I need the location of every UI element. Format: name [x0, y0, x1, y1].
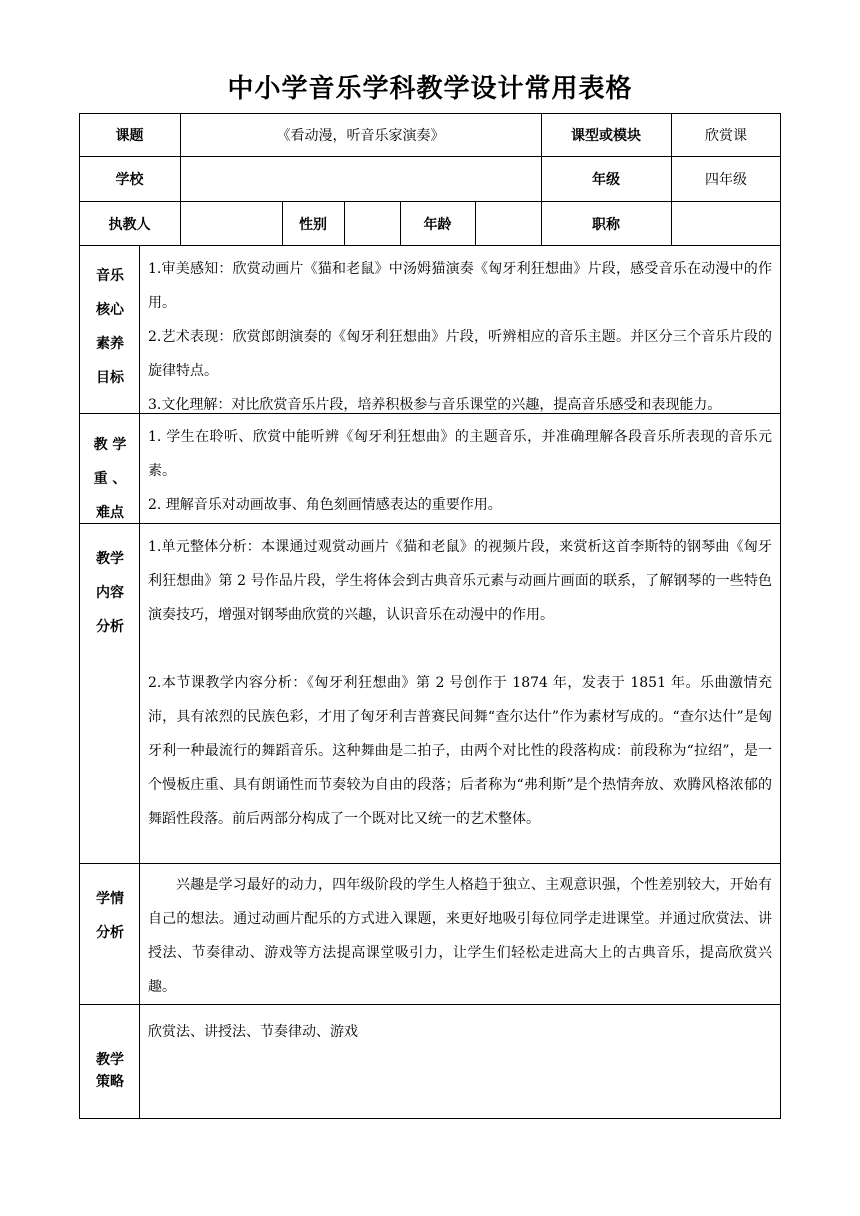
label-line: 内容: [96, 585, 124, 601]
section-student-analysis: [79, 864, 781, 1005]
label-line: 难点: [96, 505, 124, 521]
rank-value: [671, 201, 781, 246]
topic-value: 《看动漫，听音乐家演奏》: [276, 127, 445, 144]
students-paragraph: 兴趣是学习最好的动力，四年级阶段的学生人格趋于独立、主观意识强，个性差别较大，开始有自己的想法。通过动画片配乐的方式进入课题，来更好地吸引每位同学走进课堂。并通过欣赏法、讲授法、节奏律动、游戏等方法提高课堂吸引力，让学生们轻松走进高大上的古典音乐，提高欣赏兴趣。: [148, 877, 772, 995]
grade-label: 年级: [592, 171, 620, 188]
school-value: [180, 156, 541, 201]
type-label: 课型或模块: [571, 127, 641, 144]
section-strategy: [79, 1005, 781, 1119]
section-body: [148, 420, 772, 522]
section-body: [148, 530, 772, 836]
type-value: 欣赏课: [705, 127, 747, 144]
teacher-label: 执教人: [108, 216, 151, 233]
label-line: 策略: [96, 1074, 124, 1090]
header-table: [79, 113, 781, 246]
section-body: [148, 1015, 772, 1049]
content-paragraph: 2.本节课教学内容分析：《匈牙利狂想曲》第 2 号创作于 1874 年，发表于 1851 年。乐曲激情充沛，具有浓烈的民族色彩，才用了匈牙利吉普赛民间舞“查尔达什”作为素材写成的。“查尔达什”是匈牙利一种最流行的舞蹈音乐。这种舞曲是二拍子，由两个对比性的段落构成：前段称为“拉绍”，是一个慢板庄重、具有朗诵性而节奏较为自由的段落；后者称为“弗利斯”是个热情奔放、欢腾风格浓郁的舞蹈性段落。前后两部分构成了一个既对比又统一的艺术整体。: [148, 675, 772, 827]
section-body: [148, 868, 772, 1004]
goal-paragraph: 3.文化理解：对比欣赏音乐片段，培养积极参与音乐课堂的兴趣，提高音乐感受和表现能力。: [148, 397, 722, 413]
gender-label: 性别: [299, 216, 327, 233]
age-value: [475, 201, 541, 246]
content-paragraph: 1.单元整体分析：本课通过观赏动画片《猫和老鼠》的视频片段，来赏析这首李斯特的钢琴曲《匈牙利狂想曲》第 2 号作品片段，学生将体会到古典音乐元素与动画片画面的联系，了解钢琴的一些特色演奏技巧，增强对钢琴曲欣赏的兴趣，认识音乐在动漫中的作用。: [148, 539, 772, 623]
section-key-points: [79, 414, 781, 524]
label-line: 素养: [96, 336, 124, 352]
gender-value: [344, 201, 400, 246]
section-label: [80, 864, 140, 1004]
topic-label: 课题: [115, 127, 144, 144]
label-line: 教 学: [93, 437, 127, 453]
section-label: [80, 524, 140, 863]
label-line: 教学: [96, 551, 124, 567]
section-label: [80, 246, 140, 413]
section-label: [80, 1005, 140, 1118]
goal-paragraph: 1.审美感知：欣赏动画片《猫和老鼠》中汤姆猫演奏《匈牙利狂想曲》片段，感受音乐在动漫中的作用。: [148, 261, 772, 311]
section-literacy-goals: [79, 246, 781, 414]
strategy-paragraph: 欣赏法、讲授法、节奏律动、游戏: [148, 1024, 358, 1040]
label-line: 目标: [96, 370, 124, 386]
label-line: 重 、: [93, 471, 127, 487]
key-paragraph: 1. 学生在聆听、欣赏中能听辨《匈牙利狂想曲》的主题音乐，并准确理解各段音乐所表现的音乐元素。: [148, 429, 772, 479]
school-label: 学校: [115, 171, 144, 188]
key-paragraph: 2. 理解音乐对动画故事、角色刻画情感表达的重要作用。: [148, 497, 502, 513]
section-content-analysis: [79, 524, 781, 864]
label-line: 核心: [96, 302, 124, 318]
age-label: 年龄: [423, 216, 452, 233]
label-line: 音乐: [96, 268, 124, 284]
section-body: [148, 252, 772, 422]
grade-value: 四年级: [705, 171, 747, 188]
page-title: 中小学音乐学科教学设计常用表格: [227, 74, 633, 104]
label-line: 分析: [96, 619, 124, 635]
goal-paragraph: 2.艺术表现：欣赏郎朗演奏的《匈牙利狂想曲》片段，听辨相应的音乐主题。并区分三个音乐片段的旋律特点。: [148, 329, 772, 379]
label-line: 教学: [96, 1052, 124, 1068]
label-line: 学情: [96, 891, 124, 907]
teacher-value: [180, 201, 282, 246]
section-label: [80, 414, 140, 523]
rank-label: 职称: [592, 216, 620, 233]
label-line: 分析: [96, 925, 124, 941]
